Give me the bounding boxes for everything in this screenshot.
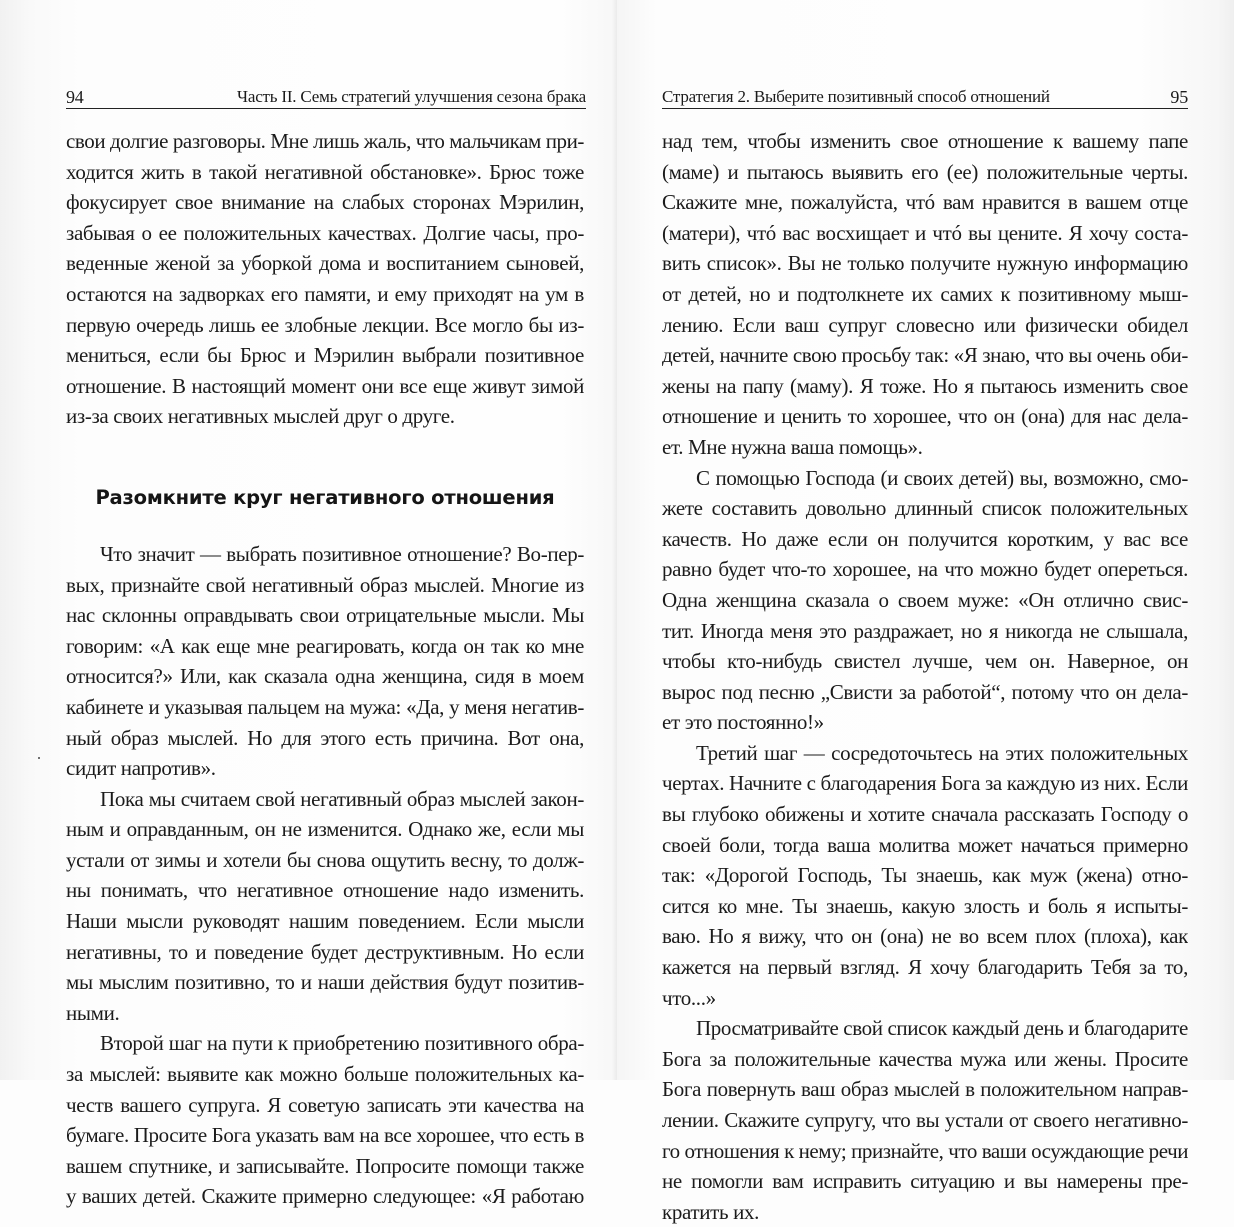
text-line: детей, начните свою просьбу так: «Я знаю, что вы очень оби- — [662, 343, 1188, 368]
text-line: чтобы кто-нибудь свистел лучше, чем он. Наверное, он — [662, 649, 1188, 674]
text-line: устали от зимы и хотели бы снова ощутить весну, то долж- — [66, 847, 584, 872]
text-line: Скажите мне, пожалуйста, чтó вам нравится в вашем отце — [662, 190, 1188, 215]
text-line: тит. Иногда меня это раздражает, но я никогда не слышала, — [662, 618, 1188, 643]
text-line: от детей, но и подтолкнете их самих к позитивному мыш- — [662, 281, 1188, 306]
text-line: (маме) и пытаюсь выявить его (ее) положительные черты. — [662, 159, 1188, 184]
paragraph — [66, 784, 584, 1029]
text-line: Наши мысли руководят нашим поведением. Если мысли — [66, 909, 584, 934]
text-line: отношение. В настоящий момент они все еще живут зимой — [66, 373, 584, 398]
right-body-text — [662, 126, 1188, 1227]
text-line: остаются на задворках его памяти, и ему приходят на ум в — [66, 281, 584, 306]
text-line: лению. Если ваш супруг словесно или физически обидел — [662, 312, 1188, 337]
text-line: жете составить довольно длинный список положительных — [662, 496, 1188, 521]
text-line: не помогли вам исправить ситуацию и вы намерены пре- — [662, 1169, 1188, 1194]
text-line: фокусирует свое внимание на слабых сторонах Мэрилин, — [66, 190, 584, 215]
text-line: отношение и ценить то хорошее, что он (она) для нас дела- — [662, 404, 1188, 429]
text-line: ваю. Но я вижу, что он (она) не во всем плох (плоха), как — [662, 924, 1188, 949]
paragraph — [66, 126, 584, 432]
text-line: кажется на первый взгляд. Я хочу благодарить Тебя за то, — [662, 955, 1188, 980]
text-line: над тем, чтобы изменить свое отношение к вашему папе — [662, 129, 1188, 153]
right-running-head — [662, 84, 1188, 109]
text-line: Пока мы считаем свой негативный образ мыслей закон- — [100, 786, 584, 811]
running-head-title: Часть II. Семь стратегий улучшения сезона брака — [237, 87, 586, 106]
text-line: забывая о ее положительных качествах. Долгие часы, про- — [66, 220, 584, 245]
left-running-head — [66, 84, 586, 109]
text-line: ный образ мыслей. Но для этого есть причина. Вот она, — [66, 725, 584, 750]
page-number: 94 — [66, 87, 84, 107]
text-line: С помощью Господа (и своих детей) вы, возможно, смо- — [696, 465, 1188, 490]
text-line: Третий шаг — сосредоточьтесь на этих положительных — [696, 740, 1188, 765]
text-line: Бога за положительные качества мужа или жены. Просите — [662, 1046, 1188, 1071]
text-line: вить список». Вы не только получите нужную информацию — [662, 251, 1188, 276]
paragraph — [66, 539, 584, 784]
text-line: ным и оправданным, он не изменится. Однако же, если мы — [66, 817, 584, 842]
text-line: (матери), чтó вас восхищает и чтó вы цените. Я хочу соста- — [662, 220, 1188, 245]
text-line: негативны, то и поведение будет деструктивным. Но если — [66, 939, 584, 964]
text-line: ными. — [66, 1000, 120, 1025]
text-line: Просматривайте свой список каждый день и благодарите — [696, 1016, 1188, 1041]
text-line: свои долгие разговоры. Мне лишь жаль, что мальчикам при- — [66, 129, 584, 153]
text-line: из-за своих негативных мыслей друг о друге. — [66, 404, 455, 429]
paragraph — [66, 1028, 584, 1212]
text-line: сится ко мне. Ты знаешь, какую злость и боль я испыты- — [662, 893, 1188, 918]
text-line: равно будет что-то хорошее, на что можно будет опереться. — [662, 557, 1188, 582]
text-line: своей боли, тогда ваша молитва может начаться примерно — [662, 832, 1188, 857]
section-heading: Разомкните круг негативного отношения — [95, 485, 555, 509]
text-line: ны понимать, что негативное отношение надо изменить. — [66, 878, 584, 903]
paragraph — [662, 1013, 1188, 1227]
text-line: за мыслей: выявите как можно больше положительных ка- — [66, 1062, 584, 1087]
text-line: у ваших детей. Скажите примерно следующее: «Я работаю — [66, 1184, 584, 1209]
text-line: жены на папу (маму). Я тоже. Но я пытаюсь изменить свое — [662, 373, 1188, 398]
text-line: ходится жить в такой негативной обстановке». Брюс тоже — [66, 159, 584, 184]
text-line: нас склонны оправдывать свои отрицательные мысли. Мы — [66, 603, 584, 628]
text-line: лении. Скажите супругу, что вы устали от своего негативно- — [662, 1108, 1188, 1132]
text-line: ет. Мне нужна ваша помощь». — [662, 434, 923, 459]
text-line: так: «Дорогой Господь, Ты знаешь, как муж (жена) отно- — [662, 863, 1188, 888]
text-line: качеств. Но даже если он получится коротким, у вас все — [662, 526, 1188, 551]
text-line: кратить их. — [662, 1199, 760, 1224]
text-line: бумаге. Просите Бога указать вам на все хорошее, что есть в — [66, 1123, 584, 1148]
text-line: Что значит — выбрать позитивное отношение? Во-пер- — [100, 541, 584, 566]
text-line: что...» — [662, 985, 716, 1010]
right-page — [617, 0, 1234, 1224]
text-line: ет это постоянно!» — [662, 710, 824, 735]
paragraph — [662, 126, 1188, 463]
text-line: говорим: «А как еще мне реагировать, когда он так ко мне — [66, 633, 584, 658]
paragraph — [662, 738, 1188, 1013]
paragraph — [662, 463, 1188, 738]
text-line: веденные женой за уборкой дома и воспитанием сыновей, — [66, 251, 584, 276]
text-line: мениться, если бы Брюс и Мэрилин выбрали позитивное — [66, 343, 584, 368]
text-line: вы глубоко обижены и хотите сначала рассказать Господу о — [662, 802, 1188, 827]
text-line: вых, признайте свой негативный образ мыслей. Многие из — [66, 572, 584, 597]
left-body-text — [66, 126, 584, 1212]
text-line: вашем спутнике, и записывайте. Попросите помощи также — [66, 1153, 584, 1178]
text-line: вырос под песню „Свисти за работой“, потому что он дела- — [662, 679, 1188, 704]
left-page — [0, 0, 617, 1209]
text-line: Бога повернуть ваш образ мыслей в положительном направ- — [662, 1077, 1188, 1102]
text-line: мы мыслим позитивно, то и наши действия будут позитив- — [66, 970, 584, 995]
text-line: сидит напротив». — [66, 756, 216, 781]
text-line: чертах. Начните с благодарения Бога за каждую из них. Если — [662, 771, 1188, 796]
text-line: честв вашего супруга. Я советую записать эти качества на — [66, 1092, 584, 1117]
print-speck — [38, 757, 40, 759]
running-head-title: Стратегия 2. Выберите позитивный способ отношений — [662, 87, 1050, 106]
text-line: Одна женщина сказала о своем муже: «Он отлично свис- — [662, 587, 1188, 612]
page-number: 95 — [1170, 87, 1188, 107]
text-line: первую очередь лишь ее злобные лекции. Все могло бы из- — [66, 312, 584, 337]
text-line: кабинете и указывая пальцем на мужа: «Да, у меня негатив- — [66, 694, 584, 719]
text-line: го отношения к нему; признайте, что ваши осуждающие речи — [662, 1138, 1188, 1163]
text-line: Второй шаг на пути к приобретению позитивного обра- — [100, 1031, 584, 1056]
text-line: относится?» Или, как сказала одна женщина, сидя в моем — [66, 664, 584, 689]
